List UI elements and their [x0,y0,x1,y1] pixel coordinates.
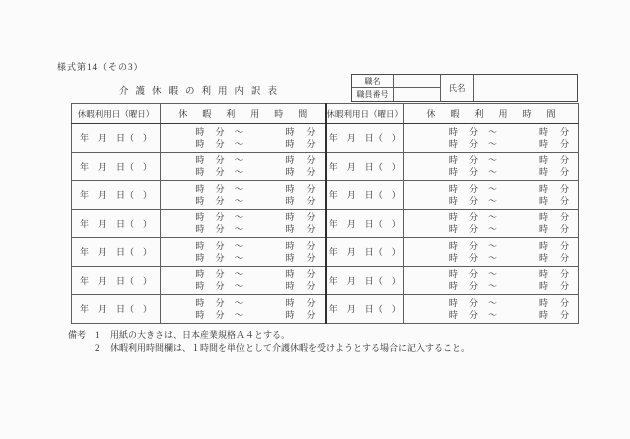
time-range-line [404,280,578,292]
tilde-separator: ～ [234,269,244,280]
note-item [68,342,470,355]
employee-number-value-cell [394,88,441,101]
hour-label: 時 [448,252,458,263]
table-row [72,238,579,267]
time-range-line [161,211,325,223]
time-range-line [161,223,325,235]
job-title-label: 職名 [352,75,394,88]
tilde-separator: ～ [234,297,244,308]
hour-label: 時 [448,212,458,223]
minute-label: 分 [559,224,569,235]
time-range-line [161,309,325,321]
tilde-separator: ～ [234,183,244,194]
hour-label: 時 [448,240,458,251]
minute-label: 分 [215,297,225,308]
minute-label: 分 [306,224,316,235]
minute-label: 分 [559,183,569,194]
minute-label: 分 [306,309,316,320]
minute-label: 分 [215,155,225,166]
hour-label: 時 [538,309,548,320]
form-number-label: 様式第14（その3） [57,62,144,72]
hour-label: 時 [538,138,548,149]
note-number: 1 [95,330,100,340]
minute-label: 分 [559,297,569,308]
time-range-line [404,195,578,207]
minute-label: 分 [468,309,478,320]
minute-label: 分 [468,240,478,251]
minute-label: 分 [468,183,478,194]
minute-label: 分 [306,252,316,263]
employee-number-label: 職員番号 [352,88,394,101]
minute-label: 分 [215,195,225,206]
table-row [72,152,579,181]
time-range-line [404,211,578,223]
tilde-separator: ～ [234,252,244,263]
minute-label: 分 [559,281,569,292]
time-cell [404,209,579,238]
leave-usage-table [71,103,579,324]
hour-label: 時 [195,195,205,206]
hour-label: 時 [448,183,458,194]
date-cell: 年 月 日（ ） [326,209,404,238]
time-range-line [161,240,325,252]
hour-label: 時 [195,224,205,235]
hour-label: 時 [538,183,548,194]
tilde-separator: ～ [234,167,244,178]
minute-label: 分 [468,269,478,280]
hour-label: 時 [285,252,295,263]
minute-label: 分 [468,138,478,149]
time-header-left: 休暇利用時間 [161,104,326,124]
note-number: 2 [95,343,100,353]
tilde-separator: ～ [234,224,244,235]
time-cell [404,295,579,324]
form-title: 介護休暇の利用内訳表 [118,87,284,97]
minute-label: 分 [215,138,225,149]
minute-label: 分 [468,252,478,263]
hour-label: 時 [538,126,548,137]
table-row [72,295,579,324]
minute-label: 分 [559,126,569,137]
minute-label: 分 [468,155,478,166]
hour-label: 時 [538,195,548,206]
minute-label: 分 [306,269,316,280]
date-header-left: 休暇利用日（曜日） [72,104,161,124]
date-cell: 年 月 日（ ） [72,152,161,181]
hour-label: 時 [285,309,295,320]
tilde-separator: ～ [487,297,497,308]
tilde-separator: ～ [487,195,497,206]
note-text: 休暇利用時間欄は、１時間を単位として介護休暇を受けようとする場合に記入すること。 [110,343,471,353]
date-cell: 年 月 日（ ） [72,238,161,267]
minute-label: 分 [215,269,225,280]
date-cell: 年 月 日（ ） [326,266,404,295]
time-cell [161,209,326,238]
table-row [72,124,579,153]
hour-label: 時 [195,269,205,280]
time-header-right: 休暇利用時間 [404,104,579,124]
name-label: 氏名 [441,75,474,101]
tilde-separator: ～ [487,183,497,194]
tilde-separator: ～ [234,212,244,223]
date-cell: 年 月 日（ ） [326,152,404,181]
hour-label: 時 [195,240,205,251]
tilde-separator: ～ [234,155,244,166]
minute-label: 分 [468,195,478,206]
minute-label: 分 [306,167,316,178]
notes-label: 備考 [68,330,87,340]
minute-label: 分 [559,195,569,206]
tilde-separator: ～ [234,309,244,320]
hour-label: 時 [285,240,295,251]
hour-label: 時 [195,309,205,320]
table-row [72,266,579,295]
time-cell [404,181,579,210]
time-cell [161,266,326,295]
time-range-line [404,252,578,264]
date-header-right: 休暇利用日（曜日） [326,104,404,124]
date-cell: 年 月 日（ ） [326,181,404,210]
hour-label: 時 [538,212,548,223]
tilde-separator: ～ [234,138,244,149]
tilde-separator: ～ [487,269,497,280]
minute-label: 分 [215,281,225,292]
minute-label: 分 [559,309,569,320]
time-range-line [161,195,325,207]
time-range-line [161,268,325,280]
time-cell [161,295,326,324]
hour-label: 時 [195,138,205,149]
minute-label: 分 [306,126,316,137]
time-range-line [404,268,578,280]
hour-label: 時 [448,167,458,178]
minute-label: 分 [559,155,569,166]
name-value-cell [474,75,577,101]
date-cell: 年 月 日（ ） [72,209,161,238]
table-row [72,209,579,238]
tilde-separator: ～ [487,167,497,178]
tilde-separator: ～ [487,138,497,149]
hour-label: 時 [285,155,295,166]
minute-label: 分 [215,309,225,320]
minute-label: 分 [306,183,316,194]
minute-label: 分 [468,224,478,235]
hour-label: 時 [195,297,205,308]
hour-label: 時 [448,126,458,137]
minute-label: 分 [468,212,478,223]
time-range-line [404,309,578,321]
minute-label: 分 [559,212,569,223]
hour-label: 時 [195,252,205,263]
time-range-line [404,154,578,166]
minute-label: 分 [306,212,316,223]
minute-label: 分 [215,240,225,251]
time-range-line [161,183,325,195]
note-text: 用紙の大きさは、日本産業規格Ａ４とする。 [110,330,291,340]
time-cell [161,152,326,181]
time-cell [404,266,579,295]
hour-label: 時 [538,167,548,178]
date-cell: 年 月 日（ ） [72,124,161,153]
minute-label: 分 [306,155,316,166]
time-range-line [161,138,325,150]
time-cell [404,124,579,153]
tilde-separator: ～ [487,155,497,166]
tilde-separator: ～ [487,224,497,235]
hour-label: 時 [448,138,458,149]
time-cell [404,152,579,181]
hour-label: 時 [285,183,295,194]
time-range-line [161,166,325,178]
minute-label: 分 [306,240,316,251]
minute-label: 分 [559,269,569,280]
minute-label: 分 [306,297,316,308]
hour-label: 時 [195,183,205,194]
time-range-line [404,166,578,178]
minute-label: 分 [468,297,478,308]
date-cell: 年 月 日（ ） [326,295,404,324]
date-cell: 年 月 日（ ） [326,124,404,153]
minute-label: 分 [306,195,316,206]
minute-label: 分 [559,252,569,263]
hour-label: 時 [538,281,548,292]
table-header-row [72,104,579,124]
minute-label: 分 [559,138,569,149]
hour-label: 時 [285,297,295,308]
tilde-separator: ～ [487,126,497,137]
time-range-line [404,240,578,252]
minute-label: 分 [559,167,569,178]
hour-label: 時 [285,195,295,206]
hour-label: 時 [448,297,458,308]
time-range-line [404,297,578,309]
hour-label: 時 [285,126,295,137]
time-range-line [404,126,578,138]
hour-label: 時 [448,309,458,320]
tilde-separator: ～ [487,252,497,263]
hour-label: 時 [538,240,548,251]
hour-label: 時 [285,212,295,223]
notes [68,329,470,355]
time-range-line [404,183,578,195]
tilde-separator: ～ [234,195,244,206]
tilde-separator: ～ [234,281,244,292]
hour-label: 時 [195,155,205,166]
hour-label: 時 [448,224,458,235]
time-cell [404,238,579,267]
hour-label: 時 [285,167,295,178]
time-range-line [161,297,325,309]
time-range-line [404,138,578,150]
time-range-line [161,252,325,264]
tilde-separator: ～ [234,240,244,251]
job-title-value-cell [394,75,441,88]
date-cell: 年 月 日（ ） [72,295,161,324]
time-range-line [161,126,325,138]
hour-label: 時 [285,269,295,280]
minute-label: 分 [215,126,225,137]
hour-label: 時 [195,212,205,223]
tilde-separator: ～ [234,126,244,137]
minute-label: 分 [215,183,225,194]
minute-label: 分 [468,126,478,137]
hour-label: 時 [538,224,548,235]
date-cell: 年 月 日（ ） [72,181,161,210]
minute-label: 分 [468,281,478,292]
table-row [72,181,579,210]
hour-label: 時 [195,167,205,178]
time-cell [161,181,326,210]
minute-label: 分 [559,240,569,251]
minute-label: 分 [215,212,225,223]
tilde-separator: ～ [487,281,497,292]
minute-label: 分 [468,167,478,178]
staff-info-box [351,74,578,102]
hour-label: 時 [285,138,295,149]
time-range-line [161,280,325,292]
hour-label: 時 [195,126,205,137]
tilde-separator: ～ [487,309,497,320]
hour-label: 時 [448,281,458,292]
time-range-line [161,154,325,166]
date-cell: 年 月 日（ ） [326,238,404,267]
hour-label: 時 [285,224,295,235]
hour-label: 時 [195,281,205,292]
minute-label: 分 [306,281,316,292]
hour-label: 時 [448,155,458,166]
minute-label: 分 [215,167,225,178]
hour-label: 時 [285,281,295,292]
hour-label: 時 [448,195,458,206]
date-cell: 年 月 日（ ） [72,266,161,295]
minute-label: 分 [215,224,225,235]
hour-label: 時 [538,297,548,308]
note-item [68,329,470,342]
hour-label: 時 [538,155,548,166]
tilde-separator: ～ [487,240,497,251]
hour-label: 時 [538,269,548,280]
time-cell [161,124,326,153]
time-cell [161,238,326,267]
time-range-line [404,223,578,235]
hour-label: 時 [448,269,458,280]
minute-label: 分 [215,252,225,263]
tilde-separator: ～ [487,212,497,223]
hour-label: 時 [538,252,548,263]
minute-label: 分 [306,138,316,149]
